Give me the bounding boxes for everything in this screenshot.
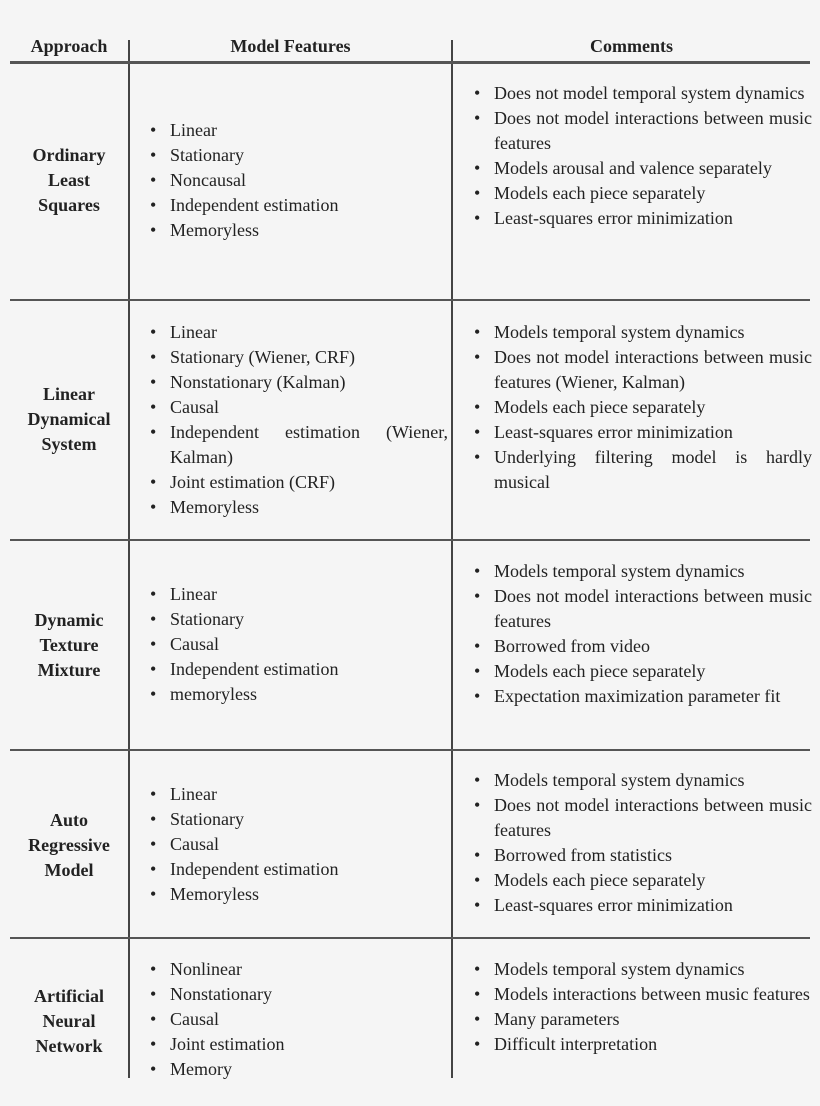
approach-line: Squares [38, 195, 100, 215]
header-approach: Approach [30, 36, 108, 56]
list-item: • Stationary [148, 143, 448, 168]
list-item: • Nonstationary [148, 982, 448, 1007]
list-item: • Models temporal system dynamics [472, 320, 812, 345]
list-item: • Joint estimation [148, 1032, 448, 1057]
approach-line: Network [35, 1036, 103, 1056]
list-item: • Linear [148, 782, 448, 807]
list-item: • Borrowed from video [472, 634, 812, 659]
approach-line: Linear [43, 384, 95, 404]
list-item: • Models temporal system dynamics [472, 768, 812, 793]
list-item: • Independent estimation (Wiener, Kalman) [148, 420, 448, 470]
list-item: • Underlying filtering model is hardly musical [472, 445, 812, 495]
header-model-features: Model Features [230, 36, 351, 56]
list-item: • Memory [148, 1057, 448, 1082]
header-rule [10, 61, 810, 64]
list-item: • Does not model interactions between music features [472, 584, 812, 634]
list-item: • Least-squares error minimization [472, 206, 812, 231]
list-item: • Causal [148, 832, 448, 857]
list-item: • Linear [148, 320, 448, 345]
comments-list [472, 768, 812, 918]
header-comments: Comments [590, 36, 673, 56]
list-item: • Memoryless [148, 495, 448, 520]
list-item: • Models each piece separately [472, 659, 812, 684]
list-item: • Models each piece separately [472, 868, 812, 893]
list-item: • Does not model interactions between music features [472, 793, 812, 843]
approach-cell [10, 808, 128, 883]
list-item: • memoryless [148, 682, 448, 707]
list-item: • Causal [148, 632, 448, 657]
features-list [148, 957, 448, 1082]
column-divider [128, 40, 130, 1078]
list-item: • Nonlinear [148, 957, 448, 982]
approach-cell [10, 143, 128, 218]
features-list [148, 320, 448, 520]
list-item: • Least-squares error minimization [472, 420, 812, 445]
approach-line: Artificial [34, 986, 104, 1006]
approach-line: Ordinary [32, 145, 106, 165]
approach-line: Dynamic [34, 610, 104, 630]
list-item: • Linear [148, 118, 448, 143]
list-item: • Joint estimation (CRF) [148, 470, 448, 495]
row-divider [10, 749, 810, 751]
approach-line: System [41, 434, 97, 454]
list-item: • Independent estimation [148, 193, 448, 218]
features-list [148, 782, 448, 907]
list-item: • Does not model interactions between music features (Wiener, Kalman) [472, 345, 812, 395]
list-item: • Models temporal system dynamics [472, 957, 812, 982]
row-divider [10, 539, 810, 541]
approach-line: Dynamical [27, 409, 111, 429]
list-item: • Causal [148, 1007, 448, 1032]
approach-line: Model [44, 860, 94, 880]
comments-list [472, 81, 812, 231]
list-item: • Independent estimation [148, 657, 448, 682]
column-divider [451, 40, 453, 1078]
list-item: • Independent estimation [148, 857, 448, 882]
list-item: • Least-squares error minimization [472, 893, 812, 918]
list-item: • Memoryless [148, 882, 448, 907]
approach-line: Neural [42, 1011, 96, 1031]
features-list [148, 118, 448, 243]
list-item: • Nonstationary (Kalman) [148, 370, 448, 395]
row-divider [10, 937, 810, 939]
list-item: • Stationary (Wiener, CRF) [148, 345, 448, 370]
list-item: • Difficult interpretation [472, 1032, 812, 1057]
approach-cell [10, 608, 128, 683]
list-item: • Models temporal system dynamics [472, 559, 812, 584]
approach-line: Least [48, 170, 90, 190]
list-item: • Linear [148, 582, 448, 607]
list-item: • Does not model interactions between music features [472, 106, 812, 156]
row-divider [10, 299, 810, 301]
list-item: • Does not model temporal system dynamics [472, 81, 812, 106]
approach-line: Auto [49, 810, 88, 830]
list-item: • Noncausal [148, 168, 448, 193]
list-item: • Models interactions between music features [472, 982, 812, 1007]
comments-list [472, 559, 812, 709]
list-item: • Models arousal and valence separately [472, 156, 812, 181]
approach-cell [10, 984, 128, 1059]
list-item: • Stationary [148, 607, 448, 632]
list-item: • Stationary [148, 807, 448, 832]
approach-line: Mixture [37, 660, 101, 680]
list-item: • Memoryless [148, 218, 448, 243]
comments-list [472, 320, 812, 495]
approach-line: Texture [39, 635, 99, 655]
features-list [148, 582, 448, 707]
list-item: • Models each piece separately [472, 181, 812, 206]
list-item: • Expectation maximization parameter fit [472, 684, 812, 709]
list-item: • Many parameters [472, 1007, 812, 1032]
list-item: • Models each piece separately [472, 395, 812, 420]
list-item: • Borrowed from statistics [472, 843, 812, 868]
approach-cell [10, 382, 128, 457]
approach-line: Regressive [28, 835, 110, 855]
comments-list [472, 957, 812, 1057]
list-item: • Causal [148, 395, 448, 420]
